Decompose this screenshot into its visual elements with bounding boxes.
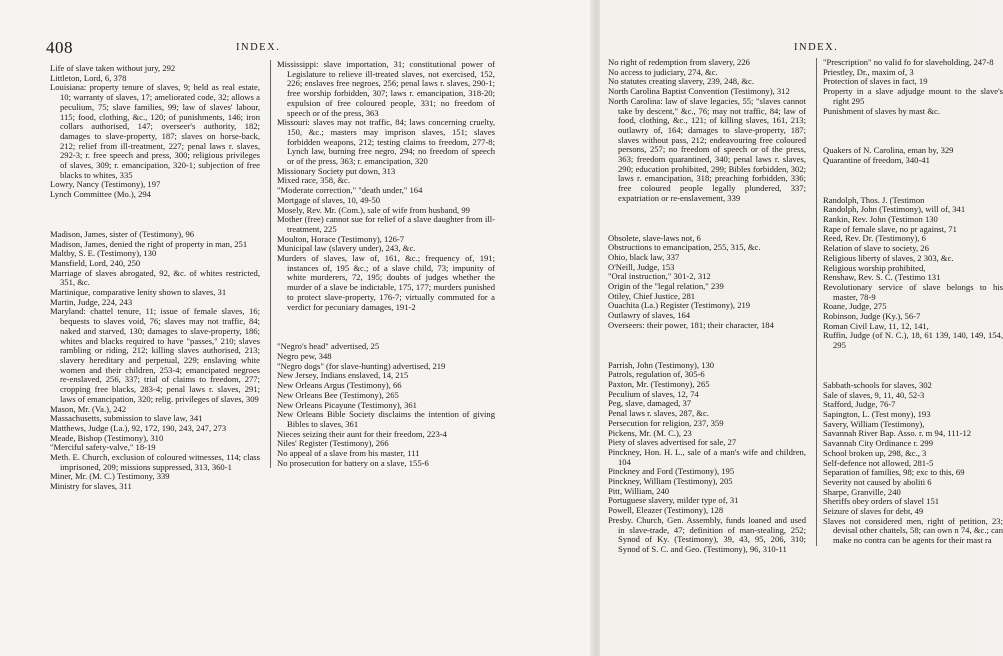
index-entry: New Orleans Bible Society disclaims the intention of giving Bibles to slaves, 361: [277, 409, 495, 429]
index-entry: Madison, James, sister of (Testimony), 96: [50, 228, 195, 239]
index-entry: Marriage of slaves abrogated, 92, &c. of whites restricted, 351, &c.: [50, 267, 260, 288]
index-entry: Separation of families, 98; exc to this, 69: [823, 467, 965, 478]
index-entry: Quakers of N. Carolina, eman by, 329: [823, 145, 954, 156]
index-entry: Robinson, Judge (Ky.), 56-7: [823, 311, 921, 322]
index-entry: New Jersey, Indians enslaved, 14, 215: [277, 370, 409, 381]
section-gap: [277, 312, 495, 342]
index-entry: North Carolina Baptist Convention (Testimony), 312: [608, 86, 790, 97]
index-entry: Mansfield, Lord, 240, 250: [50, 257, 141, 268]
section-gap: [608, 331, 806, 361]
running-head-left: INDEX.: [236, 42, 281, 53]
index-entry: "Negro dogs" (for slave-hunting) advertised, 219: [277, 360, 446, 371]
index-entry: Paxton, Mr. (Testimony), 265: [608, 378, 710, 389]
index-entry: Self-defence not allowed, 281-5: [823, 457, 934, 468]
index-column-a: [50, 64, 260, 492]
index-entry: Religious liberty of slaves, 2 303, &c.: [823, 252, 954, 263]
index-entry: Sharpe, Granville, 240: [823, 486, 901, 497]
index-entry: Religious worship prohibited,: [823, 262, 926, 273]
index-entry: Reed, Rev. Dr. (Testimony), 6: [823, 233, 926, 244]
index-entry: Priestley, Dr., maxim of, 3: [823, 66, 914, 77]
index-entry: Randolph, Thos. J. (Testimon: [823, 194, 925, 205]
index-entry: Roane, Judge, 275: [823, 301, 887, 312]
index-entry: "Merciful safety-valve," 18-19: [50, 442, 156, 453]
index-entry: "Negro's head" advertised, 25: [277, 341, 380, 352]
index-entry: Pitt, William, 240: [608, 485, 670, 496]
index-entry: Sheriffs obey orders of slavel 151: [823, 496, 940, 507]
index-entry: Savery, William (Testimony),: [823, 418, 925, 429]
index-entry: School broken up, 298, &c., 3: [823, 447, 927, 458]
index-entry: Sabbath-schools for slaves, 302: [823, 379, 932, 390]
index-entry: Obsolete, slave-laws not, 6: [608, 232, 701, 243]
index-entry: "Oral instruction," 301-2, 312: [608, 271, 711, 282]
index-entry: Piety of slaves advertised for sale, 27: [608, 437, 737, 448]
index-entry: Pinckney, Hon. H. L., sale of a man's wife and children, 104: [608, 446, 806, 467]
index-entry: Severity not caused by aboliti 6: [823, 476, 932, 487]
index-entry: Ruffin, Judge (of N. C.), 18, 61 139, 140, 149, 154, 295: [823, 330, 1003, 351]
index-entry: Punishment of slaves by mast &c.: [823, 105, 940, 116]
index-entry: Miner, Mr. (M. C.) Testimony, 339: [50, 471, 170, 482]
index-entry: Peculium of slaves, 12, 74: [608, 388, 699, 399]
index-entry: No right of redemption from slavery, 226: [608, 57, 750, 67]
index-entry: Quarantine of freedom, 340-41: [823, 154, 930, 165]
section-gap: [823, 116, 1003, 146]
index-entry: Nieces seizing their aunt for their freedom, 223-4: [277, 428, 447, 439]
index-entry: No statutes creating slavery, 239, 248, &c.: [608, 76, 754, 87]
index-entry: Mother (free) cannot sue for relief of a slave daughter from ill-treatment, 225: [277, 214, 495, 234]
index-entry: Life of slave taken without jury, 292: [50, 63, 176, 73]
index-entry: Massachusetts, submission to slave law, 341: [50, 413, 203, 424]
index-entry: Patrols, regulation of, 305-6: [608, 369, 705, 380]
index-entry: Martin, Judge, 224, 243: [50, 296, 133, 307]
index-entry: Ohio, black law, 337: [608, 251, 680, 262]
index-entry: Meth. E. Church, exclusion of coloured witnesses, 114; class imprisoned, 209; missions suppressed, 313, 360-1: [50, 452, 260, 472]
index-entry: Negro pew, 348: [277, 350, 332, 361]
index-entry: Roman Civil Law, 11, 12, 141,: [823, 320, 929, 331]
index-entry: Mortgage of slaves, 10, 49-50: [277, 194, 381, 205]
index-entry: Otiley, Chief Justice, 281: [608, 290, 696, 301]
index-entry: Penal laws r. slaves, 287, &c.: [608, 408, 709, 419]
index-entry: North Carolina: law of slave legacies, 55; "slaves cannot take by descent," &c., 76; may not traffic, 84; law of food, clothing, &c., 121; of killing slaves, 161, 213; outlawry of, 164; damages to slave-property, 187; slaves without pass, 212; endeavouring free coloured persons, 257; no freedom of speech or of the press, 363; freedom quarantined, 340; penal laws r. slaves, 290; education prohibited, 299; Bibles forbidden, 302; laws r. emancipation, 318; preaching forbidden, 336; free coloured people legally plundered, 337; expatriation or re-enslavement, 339: [608, 95, 806, 203]
index-entry: Outlawry of slaves, 164: [608, 310, 691, 321]
running-head-right: INDEX.: [794, 42, 839, 53]
index-entry: Peg, slave, damaged, 37: [608, 398, 692, 409]
index-entry: Sale of slaves, 9, 11, 40, 52-3: [823, 389, 925, 400]
index-entry: Obstructions to emancipation, 255, 315, &c.: [608, 242, 761, 253]
index-entry: Missionary Society put down, 313: [277, 165, 396, 176]
index-entry: Lynch Committee (Mo.), 294: [50, 189, 151, 200]
index-entry: Littleton, Lord, 6, 378: [50, 72, 127, 83]
index-entry: Martinique, comparative lenity shown to slaves, 31: [50, 287, 227, 298]
index-entry: Powell, Eleazer (Testimony), 128: [608, 505, 724, 516]
index-entry: Rape of female slave, no pr against, 71: [823, 223, 957, 234]
index-column-b: [270, 60, 495, 468]
index-entry: Revolutionary service of slave belongs to his master, 78-9: [823, 281, 1003, 302]
section-gap: [823, 166, 1003, 196]
index-entry: Louisiana: property tenure of slaves, 9; held as real estate, 10; warranty of slaves, 17; ameliorated code, 32; allows a peculium, 75; slave families, 99; law of slaves' labour, 115; food, clothing, &c., 120; of punishments, 146; iron collars authorised, 147; overseer's authority, 182; damages to slave-property, 187; slaves on horse-back, 212; relief from ill-treatment, 227; penal laws r. slaves, 292-3; r. free speech and press, 300; religious privileges of slaves, 309; r. emancipation, 320-1; subjection of free blacks to whites, 335: [50, 82, 260, 180]
index-entry: Relation of slave to society, 26: [823, 243, 929, 254]
index-entry: Ouachita (La.) Register (Testimony), 219: [608, 300, 751, 311]
index-entry: Rankin, Rev. John (Testimon 130: [823, 214, 938, 225]
index-entry: Stafford, Judge, 76-7: [823, 399, 896, 410]
index-entry: O'Neill, Judge, 153: [608, 261, 675, 272]
index-entry: Mosely, Rev. Mr. (Com.), sale of wife from husband, 99: [277, 204, 470, 215]
index-entry: "Moderate correction," "death under," 164: [277, 185, 423, 196]
index-entry: Savannah City Ordinance r. 299: [823, 438, 934, 449]
index-entry: Overseers: their power, 181; their character, 184: [608, 319, 774, 330]
index-entry: Protection of slaves in fact, 19: [823, 76, 928, 87]
index-column-d: [816, 58, 1003, 546]
index-entry: Niles' Register (Testimony), 266: [277, 438, 389, 449]
index-entry: Madison, James, denied the right of property in man, 251: [50, 238, 248, 249]
index-entry: Meade, Bishop (Testimony), 310: [50, 432, 164, 443]
index-entry: New Orleans Picayune (Testimony), 361: [277, 399, 417, 410]
index-entry: Ministry for slaves, 311: [50, 481, 132, 492]
index-entry: Presby. Church, Gen. Assembly, funds loaned and used in slave-trade, 47; definition of man-stealing, 252; Synod of Ky. (Testimony), 39, 43, 95, 206, 310; Synod of S. C. and Geo. (Testimony), 96, 310-11: [608, 514, 806, 554]
index-entry: New Orleans Bee (Testimony), 265: [277, 389, 399, 400]
index-entry: No access to judiciary, 274, &c.: [608, 66, 718, 77]
index-entry: No prosecution for battery on a slave, 155-6: [277, 457, 429, 468]
index-entry: Portuguese slavery, milder type of, 31: [608, 495, 739, 506]
index-entry: Savannah River Bap. Asso. r. m 94, 111-12: [823, 428, 972, 439]
index-entry: Origin of the "legal relation," 239: [608, 281, 724, 292]
page-number: 408: [46, 38, 73, 57]
index-entry: Renshaw, Rev. S. C. (Testimo 131: [823, 272, 941, 283]
index-entry: Pickens, Mr. (M. C.), 23: [608, 427, 692, 438]
index-entry: Slaves not considered men, right of petition, 23; devisal other chattels, 58; can own n 74, &c.; can make no contra can be agents for their mast ra: [823, 515, 1003, 546]
index-entry: Parrish, John (Testimony), 130: [608, 359, 715, 370]
index-entry: Mississippi: slave importation, 31; constitutional power of Legislature to relieve ill-treated slaves, not exercised, 152, 226; enslaves free negroes, 256; penal laws r. slaves, 290-1; free worship forbidden, 307; laws r. emancipation, 318-20; expulsion of free coloured people, 331; no freedom of speech or of the press, 363: [277, 59, 495, 118]
index-entry: Maltby, S. E. (Testimony), 130: [50, 248, 157, 259]
index-entry: Pinckney, William (Testimony), 205: [608, 476, 733, 487]
index-entry: Seizure of slaves for debt, 49: [823, 506, 924, 517]
index-entry: Murders of slaves, law of, 161, &c.; frequency of, 191; instances of, 195 &c.; of a slave child, 73; impunity of white murderers, 72, 195; doubts of judges whether the murder of a slave be indictable, 175, 177; murders punished to protect slave-property, 176-7; virtually commuted for a verdict for pecuniary damages, 191-2: [277, 253, 495, 312]
index-entry: Matthews, Judge (La.), 92, 172, 190, 243, 247, 273: [50, 422, 227, 433]
index-entry: Moulton, Horace (Testimony), 126-7: [277, 233, 405, 244]
index-entry: Mason, Mr. (Va.), 242: [50, 403, 127, 414]
index-entry: Persecution for religion, 237, 359: [608, 417, 724, 428]
index-column-c: [608, 58, 806, 555]
index-entry: Sapington, L. (Test mony), 193: [823, 408, 931, 419]
section-gap: [608, 204, 806, 234]
index-entry: Mixed race, 358, &c.: [277, 175, 351, 186]
index-entry: Property in a slave adjudge mount to the slave's right 295: [823, 86, 1003, 106]
index-entry: Lowry, Nancy (Testimony), 197: [50, 179, 161, 190]
index-entry: Randolph, John (Testimony), will of, 341: [823, 204, 966, 215]
index-entry: Municipal law (slavery under), 243, &c.: [277, 243, 416, 254]
index-entry: Missouri: slaves may not traffic, 84; laws concerning cruelty, 150, &c.; masters may imprison slaves, 151; slaves forbidden weapons, 212; testing claims to freedom, 277-8; Lynch law, burning free negro, 294; no freedom of speech or of the press, 363; r. emancipation, 320: [277, 117, 495, 167]
index-entry: Maryland: chattel tenure, 11; issue of female slaves, 16; bequests to slaves void, 76; slaves may not traffic, 84; naked and starved, 130; damages to slave-property, 186; whites and blacks required to have "passes," 210; slaves rambling or riding, 212; killing slaves authorised, 213; slavery hereditary and perpetual, 229; enslaving white women and their children, 253-4; emancipated negroes re-enslaved, 256, 337; trial of claims to freedom, 277; cropping free blacks, 283-4; penal laws r. slaves, 291; laws of emancipation, 320; relig. privileges of slaves, 309: [50, 306, 260, 404]
index-entry: New Orleans Argus (Testimony), 66: [277, 380, 402, 391]
section-gap: [50, 200, 260, 230]
index-entry: Pinckney and Ford (Testimony), 195: [608, 466, 735, 477]
index-entry: "Prescription" no valid fo for slaveholding, 247-8: [823, 57, 994, 67]
index-entry: No appeal of a slave from his master, 111: [277, 448, 420, 459]
section-gap: [823, 351, 1003, 381]
right-page: [600, 0, 1003, 656]
